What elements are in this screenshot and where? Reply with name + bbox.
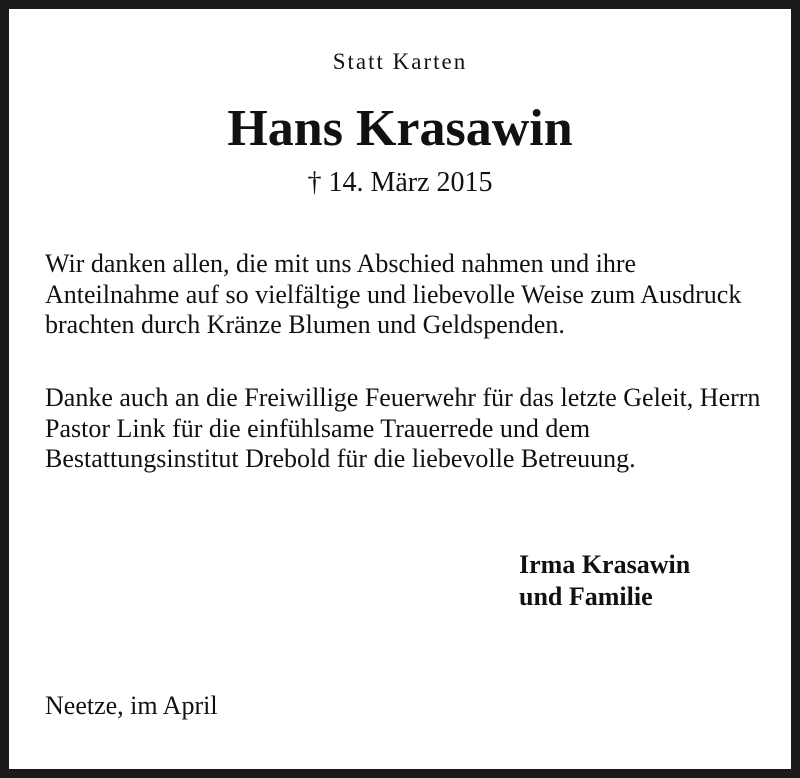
thanks-paragraph: Wir danken allen, die mit uns Abschied nahmen und ihre Anteilnahme auf so vielfältige und liebevolle Weise zum Ausdruck brachten durch Kränze Blumen und Geldspenden.	[45, 249, 742, 339]
death-date: † 14. März 2015	[307, 167, 493, 198]
signature-name: Irma Krasawin	[519, 550, 691, 579]
signature-family: und Familie	[519, 582, 653, 611]
deceased-name: Hans Krasawin	[227, 100, 573, 157]
thanks-paragraph-additional: Danke auch an die Freiwillige Feuerwehr für das letzte Geleit, Herrn Pastor Link für die einfühlsame Trauerrede und dem Bestattungsinstitut Drebold für die liebevolle Betreuung.	[45, 383, 761, 473]
place-and-time: Neetze, im April	[45, 691, 218, 720]
intro-text: Statt Karten	[332, 49, 468, 74]
signature-block	[519, 549, 690, 613]
